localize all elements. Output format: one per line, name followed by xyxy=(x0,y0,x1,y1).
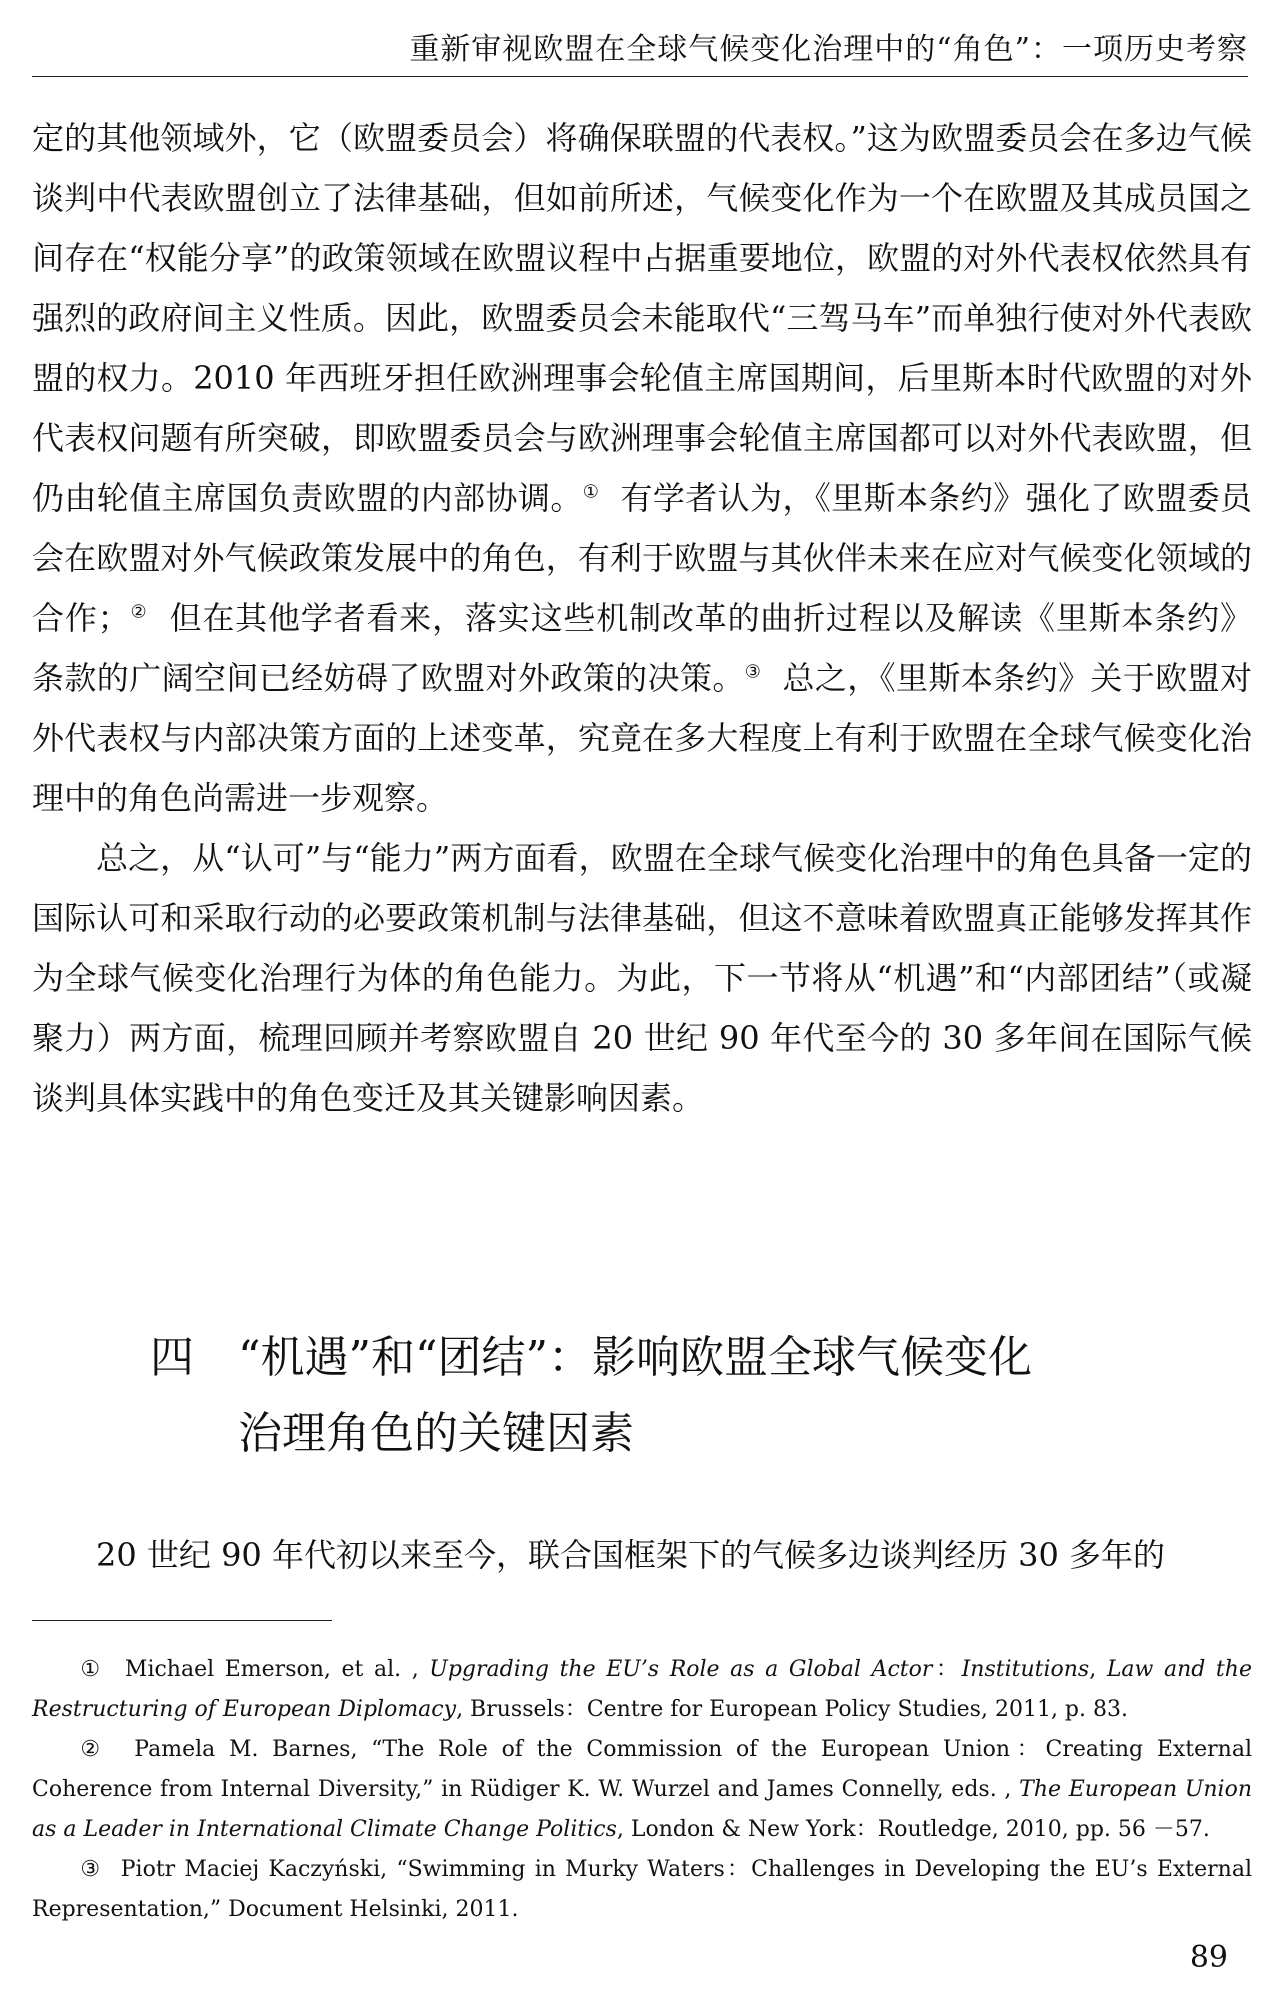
footnote-2 xyxy=(32,1730,1252,1850)
footnote-ref-2[interactable]: ② xyxy=(129,601,148,623)
footnote-ref-3[interactable]: ③ xyxy=(744,661,762,683)
section-first-paragraph: 20 世纪 90 年代初以来至今，联合国框架下的气候多边谈判经历 30 多年的 xyxy=(96,1536,1166,1574)
section-title-line1: “机遇”和“团结”：影响欧盟全球气候变化 xyxy=(238,1332,1032,1383)
footnote-3 xyxy=(32,1850,1252,1930)
footnote-2-after: , London & New York：Routledge, 2010, pp. 56 －57. xyxy=(616,1817,1210,1842)
footnote-1-title1: Upgrading the EU’s Role as a Global Actor xyxy=(429,1657,933,1682)
section-title-line2: 治理角色的关键因素 xyxy=(238,1408,634,1459)
footnote-2-before: Pamela M. Barnes, “The Role of the Commission of the European Union：Creating External Coherence from Internal Diversity,” in Rüdiger K. W. Wurzel and James Connelly, eds. , xyxy=(32,1737,1252,1802)
footnote-1-mark: ① xyxy=(80,1657,104,1682)
footnote-2-mark: ② xyxy=(80,1737,107,1762)
paragraph-2: 总之，从“认可”与“能力”两方面看，欧盟在全球气候变化治理中的角色具备一定的国际认可和采取行动的必要政策机制与法律基础，但这不意味着欧盟真正能够发挥其作为全球气候变化治理行为体的角色能力。为此，下一节将从“机遇”和“内部团结”（或凝聚力）两方面，梳理回顾并考察欧盟自 20 世纪 90 年代至今的 30 多年间在国际气候谈判具体实践中的角色变迁及其关键影响因素。 xyxy=(32,839,1252,1117)
running-title: 重新审视欧盟在全球气候变化治理中的“角色”：一项历史考察 xyxy=(409,32,1248,67)
footnote-1-before: Michael Emerson, et al. , xyxy=(124,1657,430,1682)
paragraph-continuation xyxy=(32,108,1252,828)
footnotes xyxy=(32,1650,1252,1930)
footnote-1-title3: Law and the Restructuring of European Diplomacy xyxy=(32,1657,1252,1722)
footnote-1 xyxy=(32,1650,1252,1730)
section-number: 四 xyxy=(150,1332,194,1383)
footnote-3-text: Piotr Maciej Kaczyński, “Swimming in Murky Waters：Challenges in Developing the EU’s External Representation,” Document Helsinki, 2011. xyxy=(32,1857,1252,1922)
footnote-1-mid1: ： xyxy=(932,1657,962,1682)
main-body xyxy=(32,108,1252,1128)
footnote-2-title: The European Union as a Leader in International Climate Change Politics xyxy=(32,1777,1252,1842)
footnote-ref-1[interactable]: ① xyxy=(582,481,600,503)
footnote-divider xyxy=(32,1620,332,1621)
footnote-3-mark: ③ xyxy=(80,1857,103,1882)
paragraph-1b-text: 有学者认为，《里斯本条约》强化了欧盟委员会在欧盟对外气候政策发展中的角色，有利于欧盟与其伙伴未来在应对气候变化领域的合作； xyxy=(32,479,1252,637)
paragraph-1c-text: 但在其他学者看来，落实这些机制改革的曲折过程以及解读《里斯本条约》条款的广阔空间已经妨碍了欧盟对外政策的决策。 xyxy=(32,599,1252,697)
section-heading xyxy=(150,1320,1220,1472)
paragraph-1-text: 定的其他领域外，它（欧盟委员会）将确保联盟的代表权。”这为欧盟委员会在多边气候谈判中代表欧盟创立了法律基础，但如前所述，气候变化作为一个在欧盟及其成员国之间存在“权能分享”的政策领域在欧盟议程中占据重要地位，欧盟的对外代表权依然具有强烈的政府间主义性质。因此，欧盟委员会未能取代“三驾马车”而单独行使对外代表欧盟的权力。2010 年西班牙担任欧洲理事会轮值主席国期间，后里斯本时代欧盟的对外代表权问题有所突破，即欧盟委员会与欧洲理事会轮值主席国都可以对外代表欧盟，但仍由轮值主席国负责欧盟的内部协调。 xyxy=(32,119,1252,517)
page-number: 89 xyxy=(1189,1940,1228,1975)
footnote-1-title2: Institutions xyxy=(961,1657,1090,1682)
footnote-1-after: , Brussels：Centre for European Policy Studies, 2011, p. 83. xyxy=(456,1697,1128,1722)
running-header xyxy=(32,28,1248,77)
paragraph-1d-text: 总之，《里斯本条约》关于欧盟对外代表权与内部决策方面的上述变革，究竟在多大程度上有利于欧盟在全球气候变化治理中的角色尚需进一步观察。 xyxy=(32,659,1252,817)
footnote-1-mid2: , xyxy=(1089,1657,1107,1682)
